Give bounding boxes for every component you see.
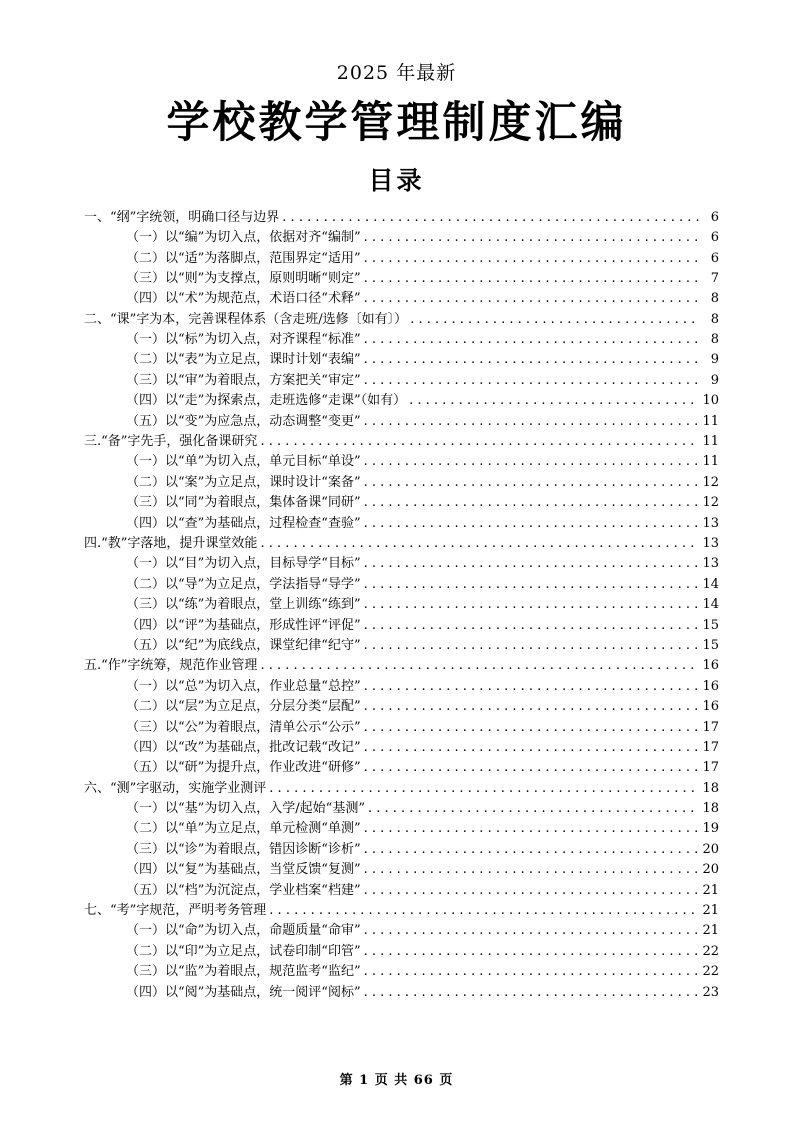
toc-leader-dots xyxy=(409,394,698,407)
toc-leader-dots xyxy=(364,455,699,468)
toc-entry-page: 23 xyxy=(702,984,719,1000)
toc-leader-dots xyxy=(364,741,699,754)
toc-entry[interactable] xyxy=(74,578,719,591)
toc-entry-label: （一）以“标”为切入点，对齐课程“标准” xyxy=(126,332,361,348)
toc-entry-page: 15 xyxy=(702,617,719,633)
toc-entry-label: （二）以“层”为立足点，分层分类“层配” xyxy=(126,699,361,715)
toc-entry-page: 8 xyxy=(710,291,719,307)
toc-entry[interactable] xyxy=(74,741,719,754)
toc-leader-dots xyxy=(364,761,699,774)
toc-entry-label: （五）以“研”为提升点，作业改进“研修” xyxy=(126,760,361,776)
toc-entry[interactable] xyxy=(74,353,719,366)
toc-leader-dots xyxy=(364,374,699,387)
toc-entry-label: （三）以“审”为着眼点，方案把关“审定” xyxy=(126,372,361,388)
toc-entry-page: 17 xyxy=(702,739,719,755)
toc-entry[interactable] xyxy=(74,986,719,999)
toc-entry-label: （一）以“命”为切入点，命题质量“命审” xyxy=(126,923,361,939)
toc-entry-page: 9 xyxy=(710,352,719,368)
toc-leader-dots xyxy=(282,211,699,224)
toc-entry-label: （四）以“复”为基础点，当堂反馈“复测” xyxy=(126,862,361,878)
toc-entry[interactable] xyxy=(74,231,719,244)
toc-entry[interactable] xyxy=(74,761,719,774)
toc-entry-page: 14 xyxy=(702,576,719,592)
toc-entry[interactable] xyxy=(74,537,719,550)
toc-leader-dots xyxy=(269,904,698,917)
toc-entry[interactable] xyxy=(74,333,719,346)
toc-entry-page: 6 xyxy=(710,230,719,246)
toc-entry-label: （三）以“诊”为着眼点，错因诊断“诊析” xyxy=(126,841,361,857)
toc-entry-page: 16 xyxy=(702,658,719,674)
document-subtitle: 2025 年最新 xyxy=(336,62,457,84)
toc-entry-page: 16 xyxy=(702,699,719,715)
toc-leader-dots xyxy=(260,537,698,550)
toc-entry[interactable] xyxy=(74,598,719,611)
toc-leader-dots xyxy=(269,782,698,795)
toc-entry-page: 20 xyxy=(702,862,719,878)
toc-entry-page: 6 xyxy=(710,209,719,225)
toc-entry-label: 三.“备”字先手，强化备课研究 xyxy=(84,434,258,450)
toc-entry[interactable] xyxy=(74,843,719,856)
toc-entry-page: 17 xyxy=(702,719,719,735)
toc-entry-label: （四）以“查”为基础点，过程检查“查验” xyxy=(126,515,361,531)
toc-entry[interactable] xyxy=(74,965,719,978)
toc-entry-label: （二）以“表”为立足点，课时计划“表编” xyxy=(126,352,361,368)
toc-entry-page: 9 xyxy=(710,372,719,388)
toc-entry[interactable] xyxy=(74,822,719,835)
toc-entry-page: 11 xyxy=(702,413,719,429)
toc-entry-label: （一）以“目”为切入点，目标导学“目标” xyxy=(126,556,361,572)
toc-entry-page: 7 xyxy=(710,270,719,286)
toc-leader-dots xyxy=(364,863,699,876)
toc-entry[interactable] xyxy=(74,924,719,937)
toc-entry-page: 14 xyxy=(702,597,719,613)
toc-leader-dots xyxy=(410,313,699,326)
toc-entry-label: （一）以“总”为切入点，作业总量“总控” xyxy=(126,678,361,694)
toc-heading: 目录 xyxy=(368,165,425,195)
toc-leader-dots xyxy=(364,945,699,958)
toc-entry-label: （四）以“术”为规范点，术语口径“术释” xyxy=(126,291,361,307)
toc-entry-label: （二）以“案”为立足点，课时设计“案备” xyxy=(126,474,361,490)
toc-entry[interactable] xyxy=(74,619,719,632)
toc-entry-page: 10 xyxy=(702,393,719,409)
toc-leader-dots xyxy=(364,598,699,611)
toc-entry-label: 二、“课”字为本，完善课程体系（含走班/选修〔如有〕） xyxy=(84,311,408,327)
toc-entry-label: （一）以“单”为切入点，单元目标“单设” xyxy=(126,454,361,470)
toc-entry-label: （三）以“公”为着眼点，清单公示“公示” xyxy=(126,719,361,735)
toc-entry[interactable] xyxy=(74,884,719,897)
toc-leader-dots xyxy=(364,252,699,265)
toc-leader-dots xyxy=(260,659,698,672)
toc-entry-label: （一）以“基”为切入点，入学/起始“基测” xyxy=(126,801,365,817)
toc-leader-dots xyxy=(364,822,699,835)
toc-leader-dots xyxy=(364,639,699,652)
toc-leader-dots xyxy=(364,924,699,937)
toc-entry-page: 18 xyxy=(702,801,719,817)
toc-entry[interactable] xyxy=(74,313,719,326)
toc-entry-label: （二）以“适”为落脚点，范围界定“适用” xyxy=(126,250,361,266)
toc-entry[interactable] xyxy=(74,394,719,407)
toc-entry-label: （四）以“改”为基础点，批改记载“改记” xyxy=(126,739,361,755)
toc-entry-label: （一）以“编”为切入点，依据对齐“编制” xyxy=(126,230,361,246)
toc-entry-page: 22 xyxy=(702,964,719,980)
toc-entry-page: 8 xyxy=(710,332,719,348)
document-title: 学校教学管理制度汇编 xyxy=(166,98,627,148)
toc-entry[interactable] xyxy=(74,904,719,917)
toc-leader-dots xyxy=(364,884,699,897)
toc-entry-page: 15 xyxy=(702,637,719,653)
toc-entry-page: 21 xyxy=(702,882,719,898)
toc-entry-label: （三）以“则”为支撑点，原则明晰“则定” xyxy=(126,270,361,286)
toc-entry-label: （三）以“同”为着眼点，集体备课“同研” xyxy=(126,495,361,511)
toc-entry-label: （二）以“导”为立足点，学法指导“导学” xyxy=(126,576,361,592)
toc-leader-dots xyxy=(364,231,699,244)
toc-leader-dots xyxy=(364,721,699,734)
toc-entry[interactable] xyxy=(74,945,719,958)
toc-entry-label: （三）以“练”为着眼点，堂上训练“练到” xyxy=(126,597,361,613)
toc-entry-page: 13 xyxy=(702,536,719,551)
toc-entry-label: （四）以“走”为探索点，走班选修“走课”（如有） xyxy=(126,393,407,409)
toc-entry[interactable] xyxy=(74,374,719,387)
toc-entry-page: 11 xyxy=(702,434,719,450)
toc-leader-dots xyxy=(368,802,698,815)
toc-entry[interactable] xyxy=(74,252,719,265)
toc-leader-dots xyxy=(364,517,699,530)
toc-entry-page: 18 xyxy=(702,780,719,796)
toc-entry[interactable] xyxy=(74,700,719,713)
toc-entry[interactable] xyxy=(74,517,719,530)
toc-entry-page: 13 xyxy=(702,556,719,572)
toc-leader-dots xyxy=(260,435,698,448)
toc-leader-dots xyxy=(364,619,699,632)
toc-entry-page: 8 xyxy=(710,311,719,327)
toc-entry-page: 19 xyxy=(702,821,719,837)
toc-entry-label: （二）以“单”为立足点，单元检测“单测” xyxy=(126,821,361,837)
toc-leader-dots xyxy=(364,476,699,489)
toc-entry-label: 五.“作”字统筹，规范作业管理 xyxy=(84,658,258,674)
toc-leader-dots xyxy=(364,353,699,366)
page-footer: 第 1 页 共 66 页 xyxy=(339,1073,454,1088)
toc-entry-page: 21 xyxy=(702,923,719,939)
toc-entry-label: （三）以“监”为着眼点，规范监考“监纪” xyxy=(126,964,361,980)
toc-leader-dots xyxy=(364,700,699,713)
toc-entry-page: 20 xyxy=(702,841,719,857)
toc-entry[interactable] xyxy=(74,292,719,305)
toc-entry-label: （五）以“纪”为底线点，课堂纪律“纪守” xyxy=(126,637,361,653)
toc-leader-dots xyxy=(364,415,699,428)
toc-entry-label: （二）以“印”为立足点，试卷印制“印管” xyxy=(126,943,361,959)
toc-leader-dots xyxy=(364,986,699,999)
toc-entry-page: 16 xyxy=(702,678,719,694)
toc-entry[interactable] xyxy=(74,272,719,285)
toc-leader-dots xyxy=(364,965,699,978)
toc-leader-dots xyxy=(364,843,699,856)
toc-entry-label: 七、“考”字规范，严明考务管理 xyxy=(84,903,267,919)
toc-entry[interactable] xyxy=(74,680,719,693)
toc-entry[interactable] xyxy=(74,496,719,509)
toc-entry-label: 六、“测”字驱动，实施学业测评 xyxy=(84,780,267,796)
toc-entry-page: 22 xyxy=(702,943,719,959)
toc-entry[interactable] xyxy=(74,863,719,876)
toc-entry-label: （四）以“评”为基础点，形成性评“评促” xyxy=(126,617,361,633)
toc-entry[interactable] xyxy=(74,211,719,224)
toc-entry-label: 一、“纲”字统领，明确口径与边界 xyxy=(84,209,280,225)
toc-entry-page: 6 xyxy=(710,250,719,266)
toc-entry[interactable] xyxy=(74,659,719,672)
toc-leader-dots xyxy=(364,292,699,305)
toc-leader-dots xyxy=(364,333,699,346)
table-of-contents xyxy=(74,211,719,999)
toc-entry-page: 11 xyxy=(702,454,719,470)
toc-leader-dots xyxy=(364,496,699,509)
toc-leader-dots xyxy=(364,272,699,285)
toc-entry[interactable] xyxy=(74,476,719,489)
toc-entry-label: （五）以“档”为沉淀点，学业档案“档建” xyxy=(126,882,361,898)
toc-leader-dots xyxy=(364,578,699,591)
toc-entry[interactable] xyxy=(74,415,719,428)
toc-entry-page: 21 xyxy=(702,903,719,919)
toc-entry[interactable] xyxy=(74,721,719,734)
toc-entry[interactable] xyxy=(74,435,719,448)
toc-entry-label: （五）以“变”为应急点，动态调整“变更” xyxy=(126,413,361,429)
toc-entry[interactable] xyxy=(74,802,719,815)
toc-leader-dots xyxy=(364,680,699,693)
toc-entry-page: 12 xyxy=(702,495,719,511)
toc-entry-label: （四）以“阅”为基础点，统一阅评“阅标” xyxy=(126,984,361,1000)
toc-entry-page: 17 xyxy=(702,760,719,776)
toc-entry[interactable] xyxy=(74,455,719,468)
toc-entry[interactable] xyxy=(74,557,719,570)
toc-entry-page: 12 xyxy=(702,474,719,490)
toc-entry-page: 13 xyxy=(702,515,719,531)
toc-leader-dots xyxy=(364,557,699,570)
toc-entry[interactable] xyxy=(74,639,719,652)
toc-entry-label: 四.“教”字落地，提升课堂效能 xyxy=(84,536,258,551)
toc-entry[interactable] xyxy=(74,782,719,795)
